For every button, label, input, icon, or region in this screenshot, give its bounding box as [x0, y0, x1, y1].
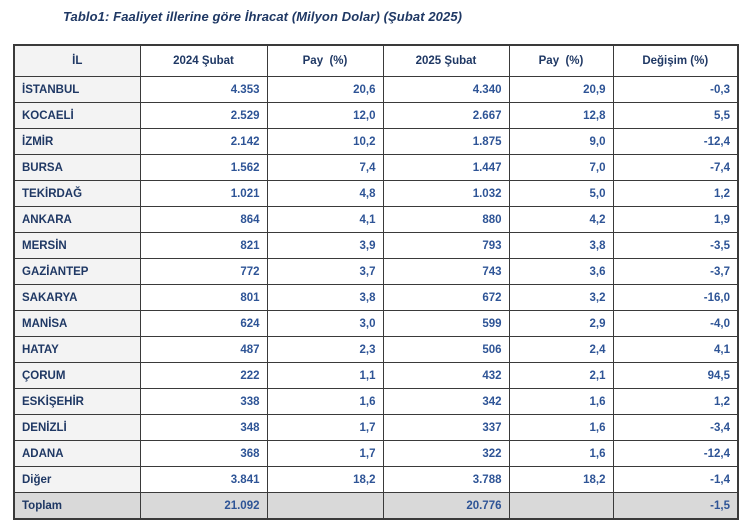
cell-province: ANKARA	[14, 207, 140, 233]
cell-province: MANİSA	[14, 311, 140, 337]
cell-2025-value: 342	[383, 389, 509, 415]
cell-2024-share: 12,0	[267, 103, 383, 129]
table-row	[14, 207, 738, 233]
cell-2025-share: 2,9	[509, 311, 613, 337]
cell-2025-share: 3,6	[509, 259, 613, 285]
table-row	[14, 337, 738, 363]
cell-province: GAZİANTEP	[14, 259, 140, 285]
cell-2024-value: 3.841	[140, 467, 267, 493]
cell-2024-value: 801	[140, 285, 267, 311]
cell-2025-value: 1.447	[383, 155, 509, 181]
cell-2024-share: 1,7	[267, 441, 383, 467]
table-row	[14, 363, 738, 389]
cell-change: -12,4	[613, 129, 738, 155]
cell-province: MERSİN	[14, 233, 140, 259]
cell-province: SAKARYA	[14, 285, 140, 311]
cell-change: -16,0	[613, 285, 738, 311]
cell-province: TEKİRDAĞ	[14, 181, 140, 207]
cell-2025-share: 1,6	[509, 389, 613, 415]
cell-2024-value: 348	[140, 415, 267, 441]
cell-province: BURSA	[14, 155, 140, 181]
cell-province: İSTANBUL	[14, 77, 140, 103]
cell-2025-value: 432	[383, 363, 509, 389]
cell-2025-value: 3.788	[383, 467, 509, 493]
cell-province: Toplam	[14, 493, 140, 520]
cell-change: 1,2	[613, 389, 738, 415]
cell-change: 5,5	[613, 103, 738, 129]
table-row	[14, 233, 738, 259]
header-province: İL	[14, 45, 140, 77]
cell-province: KOCAELİ	[14, 103, 140, 129]
cell-change: 4,1	[613, 337, 738, 363]
cell-2024-value: 338	[140, 389, 267, 415]
cell-2024-value: 2.142	[140, 129, 267, 155]
header-change: Değişim (%)	[613, 45, 738, 77]
cell-change: 1,2	[613, 181, 738, 207]
cell-change: -1,5	[613, 493, 738, 520]
table-row	[14, 77, 738, 103]
header-row	[14, 45, 738, 77]
header-2024-value: 2024 Şubat	[140, 45, 267, 77]
table-row	[14, 311, 738, 337]
table-row	[14, 467, 738, 493]
cell-2025-value: 20.776	[383, 493, 509, 520]
table-row	[14, 285, 738, 311]
cell-2025-share: 3,8	[509, 233, 613, 259]
cell-2025-value: 880	[383, 207, 509, 233]
cell-2024-value: 821	[140, 233, 267, 259]
cell-2025-share: 2,4	[509, 337, 613, 363]
cell-2024-share: 10,2	[267, 129, 383, 155]
cell-2024-share: 3,8	[267, 285, 383, 311]
cell-2025-share: 18,2	[509, 467, 613, 493]
cell-2025-value: 506	[383, 337, 509, 363]
cell-2025-share: 5,0	[509, 181, 613, 207]
cell-2025-value: 322	[383, 441, 509, 467]
cell-2025-value: 2.667	[383, 103, 509, 129]
cell-2024-share: 1,7	[267, 415, 383, 441]
cell-2024-value: 864	[140, 207, 267, 233]
cell-2024-share	[267, 493, 383, 520]
cell-2025-share	[509, 493, 613, 520]
table-row	[14, 259, 738, 285]
cell-change: -12,4	[613, 441, 738, 467]
table-row	[14, 389, 738, 415]
table-row	[14, 129, 738, 155]
header-2025-value: 2025 Şubat	[383, 45, 509, 77]
cell-2024-share: 3,7	[267, 259, 383, 285]
cell-2024-value: 772	[140, 259, 267, 285]
cell-change: -4,0	[613, 311, 738, 337]
table-row	[14, 441, 738, 467]
cell-2024-share: 3,0	[267, 311, 383, 337]
cell-2025-value: 672	[383, 285, 509, 311]
cell-change: -3,7	[613, 259, 738, 285]
cell-2025-value: 1.875	[383, 129, 509, 155]
cell-province: ÇORUM	[14, 363, 140, 389]
cell-change: -0,3	[613, 77, 738, 103]
cell-province: İZMİR	[14, 129, 140, 155]
table-body	[14, 77, 738, 520]
cell-2024-share: 7,4	[267, 155, 383, 181]
table-header	[14, 45, 738, 77]
cell-2025-share: 1,6	[509, 441, 613, 467]
cell-2024-share: 20,6	[267, 77, 383, 103]
cell-2024-value: 368	[140, 441, 267, 467]
cell-province: DENİZLİ	[14, 415, 140, 441]
cell-2024-share: 2,3	[267, 337, 383, 363]
cell-2025-share: 20,9	[509, 77, 613, 103]
cell-2025-share: 12,8	[509, 103, 613, 129]
export-by-province-table	[13, 44, 739, 520]
cell-change: -3,5	[613, 233, 738, 259]
cell-2025-value: 4.340	[383, 77, 509, 103]
cell-2025-value: 599	[383, 311, 509, 337]
cell-2024-value: 2.529	[140, 103, 267, 129]
cell-province: HATAY	[14, 337, 140, 363]
cell-2025-share: 1,6	[509, 415, 613, 441]
cell-2025-share: 3,2	[509, 285, 613, 311]
header-2025-share: Pay (%)	[509, 45, 613, 77]
cell-2024-share: 18,2	[267, 467, 383, 493]
cell-2025-share: 4,2	[509, 207, 613, 233]
cell-province: Diğer	[14, 467, 140, 493]
cell-change: -1,4	[613, 467, 738, 493]
table-row	[14, 155, 738, 181]
table-row	[14, 415, 738, 441]
cell-2024-value: 624	[140, 311, 267, 337]
cell-2024-value: 1.021	[140, 181, 267, 207]
cell-change: 1,9	[613, 207, 738, 233]
cell-2025-share: 9,0	[509, 129, 613, 155]
cell-2024-share: 3,9	[267, 233, 383, 259]
cell-2025-share: 7,0	[509, 155, 613, 181]
cell-2024-value: 4.353	[140, 77, 267, 103]
cell-change: -3,4	[613, 415, 738, 441]
cell-2024-share: 1,1	[267, 363, 383, 389]
cell-change: 94,5	[613, 363, 738, 389]
table-title: Tablo1: Faaliyet illerine göre İhracat (Milyon Dolar) (Şubat 2025)	[63, 9, 463, 24]
cell-province: ESKİŞEHİR	[14, 389, 140, 415]
cell-2024-value: 1.562	[140, 155, 267, 181]
table-row	[14, 103, 738, 129]
cell-2025-value: 743	[383, 259, 509, 285]
table-row	[14, 181, 738, 207]
cell-2024-value: 487	[140, 337, 267, 363]
cell-2025-value: 1.032	[383, 181, 509, 207]
cell-2024-share: 4,8	[267, 181, 383, 207]
cell-2025-value: 337	[383, 415, 509, 441]
cell-2024-value: 222	[140, 363, 267, 389]
table-row	[14, 493, 738, 520]
cell-2025-share: 2,1	[509, 363, 613, 389]
cell-2024-value: 21.092	[140, 493, 267, 520]
cell-change: -7,4	[613, 155, 738, 181]
header-2024-share: Pay (%)	[267, 45, 383, 77]
cell-2025-value: 793	[383, 233, 509, 259]
cell-2024-share: 4,1	[267, 207, 383, 233]
cell-2024-share: 1,6	[267, 389, 383, 415]
cell-province: ADANA	[14, 441, 140, 467]
